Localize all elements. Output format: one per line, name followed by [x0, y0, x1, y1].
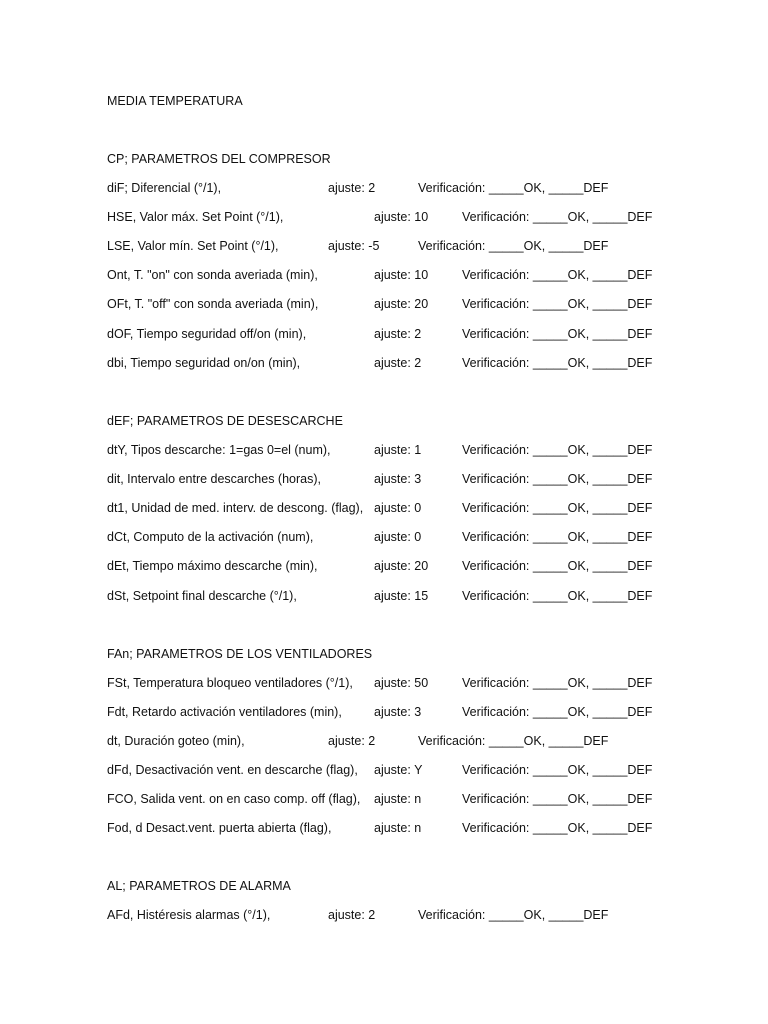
parameter-ajuste: ajuste: n: [374, 792, 422, 806]
parameter-verificacion: Verificación: _____OK, _____DEF: [462, 792, 653, 806]
parameter-label: dCt, Computo de la activación (num),: [107, 530, 314, 544]
parameter-verificacion: Verificación: _____OK, _____DEF: [462, 501, 653, 515]
parameter-row: [107, 442, 653, 458]
parameter-verificacion: Verificación: _____OK, _____DEF: [462, 676, 653, 690]
parameter-ajuste: ajuste: 2: [328, 734, 376, 748]
parameter-verificacion: Verificación: _____OK, _____DEF: [462, 763, 653, 777]
parameter-row: [107, 355, 653, 371]
parameter-verificacion: Verificación: _____OK, _____DEF: [462, 443, 653, 457]
parameter-label: dSt, Setpoint final descarche (°/1),: [107, 589, 297, 603]
parameter-verificacion: Verificación: _____OK, _____DEF: [418, 239, 609, 253]
parameter-ajuste: ajuste: -5: [328, 239, 380, 253]
section-heading-cp: CP; PARAMETROS DEL COMPRESOR: [107, 152, 331, 166]
parameter-row: [107, 907, 609, 923]
parameter-row: [107, 733, 609, 749]
parameter-ajuste: ajuste: 0: [374, 530, 422, 544]
parameter-verificacion: Verificación: _____OK, _____DEF: [462, 472, 653, 486]
parameter-label: Fdt, Retardo activación ventiladores (min),: [107, 705, 342, 719]
parameter-row: [107, 296, 653, 312]
parameter-ajuste: ajuste: Y: [374, 763, 423, 777]
parameter-row: [107, 704, 653, 720]
parameter-row: [107, 791, 653, 807]
parameter-label: dt1, Unidad de med. interv. de descong. (flag),: [107, 501, 364, 515]
parameter-row: [107, 238, 609, 254]
parameter-ajuste: ajuste: 2: [374, 327, 422, 341]
parameter-verificacion: Verificación: _____OK, _____DEF: [462, 589, 653, 603]
parameter-label: Fod, d Desact.vent. puerta abierta (flag),: [107, 821, 332, 835]
parameter-row: [107, 326, 653, 342]
parameter-ajuste: ajuste: 2: [374, 356, 422, 370]
section-heading-fan: FAn; PARAMETROS DE LOS VENTILADORES: [107, 647, 373, 661]
parameter-row: [107, 180, 609, 196]
parameter-verificacion: Verificación: _____OK, _____DEF: [462, 210, 653, 224]
parameter-ajuste: ajuste: 15: [374, 589, 429, 603]
parameter-row: [107, 471, 653, 487]
parameter-label: dFd, Desactivación vent. en descarche (flag),: [107, 763, 358, 777]
parameter-ajuste: ajuste: 50: [374, 676, 429, 690]
parameter-label: Ont, T. "on" con sonda averiada (min),: [107, 268, 318, 282]
parameter-verificacion: Verificación: _____OK, _____DEF: [462, 821, 653, 835]
section-heading-def: dEF; PARAMETROS DE DESESCARCHE: [107, 414, 343, 428]
parameter-label: dOF, Tiempo seguridad off/on (min),: [107, 327, 307, 341]
parameter-label: FCO, Salida vent. on en caso comp. off (flag),: [107, 792, 361, 806]
parameter-row: [107, 558, 653, 574]
parameter-ajuste: ajuste: 10: [374, 210, 429, 224]
parameter-ajuste: ajuste: 0: [374, 501, 422, 515]
parameter-ajuste: ajuste: 3: [374, 705, 422, 719]
parameter-ajuste: ajuste: 2: [328, 181, 376, 195]
parameter-row: [107, 762, 653, 778]
parameter-verificacion: Verificación: _____OK, _____DEF: [418, 734, 609, 748]
parameter-label: dEt, Tiempo máximo descarche (min),: [107, 559, 318, 573]
parameter-label: AFd, Histéresis alarmas (°/1),: [107, 908, 271, 922]
parameter-label: HSE, Valor máx. Set Point (°/1),: [107, 210, 284, 224]
parameter-ajuste: ajuste: 10: [374, 268, 429, 282]
parameter-verificacion: Verificación: _____OK, _____DEF: [462, 268, 653, 282]
parameter-label: diF; Diferencial (°/1),: [107, 181, 222, 195]
parameter-verificacion: Verificación: _____OK, _____DEF: [418, 908, 609, 922]
parameter-verificacion: Verificación: _____OK, _____DEF: [462, 705, 653, 719]
parameter-row: [107, 209, 653, 225]
parameter-label: dbi, Tiempo seguridad on/on (min),: [107, 356, 301, 370]
parameter-ajuste: ajuste: 20: [374, 559, 429, 573]
parameter-label: dtY, Tipos descarche: 1=gas 0=el (num),: [107, 443, 331, 457]
parameter-label: dt, Duración goteo (min),: [107, 734, 245, 748]
parameter-row: [107, 588, 653, 604]
parameter-label: FSt, Temperatura bloqueo ventiladores (°/1),: [107, 676, 353, 690]
parameter-label: LSE, Valor mín. Set Point (°/1),: [107, 239, 279, 253]
parameter-verificacion: Verificación: _____OK, _____DEF: [462, 356, 653, 370]
parameter-verificacion: Verificación: _____OK, _____DEF: [462, 559, 653, 573]
parameter-ajuste: ajuste: 2: [328, 908, 376, 922]
document-title: MEDIA TEMPERATURA: [107, 94, 243, 108]
parameter-row: [107, 500, 653, 516]
parameter-ajuste: ajuste: n: [374, 821, 422, 835]
parameter-row: [107, 820, 653, 836]
parameter-row: [107, 675, 653, 691]
parameter-verificacion: Verificación: _____OK, _____DEF: [418, 181, 609, 195]
parameter-ajuste: ajuste: 1: [374, 443, 422, 457]
parameter-ajuste: ajuste: 3: [374, 472, 422, 486]
parameter-verificacion: Verificación: _____OK, _____DEF: [462, 327, 653, 341]
parameter-verificacion: Verificación: _____OK, _____DEF: [462, 297, 653, 311]
section-heading-al: AL; PARAMETROS DE ALARMA: [107, 879, 291, 893]
parameter-row: [107, 529, 653, 545]
parameter-ajuste: ajuste: 20: [374, 297, 429, 311]
parameter-label: dit, Intervalo entre descarches (horas),: [107, 472, 321, 486]
parameter-label: OFt, T. "off" con sonda averiada (min),: [107, 297, 319, 311]
parameter-verificacion: Verificación: _____OK, _____DEF: [462, 530, 653, 544]
parameter-row: [107, 267, 653, 283]
